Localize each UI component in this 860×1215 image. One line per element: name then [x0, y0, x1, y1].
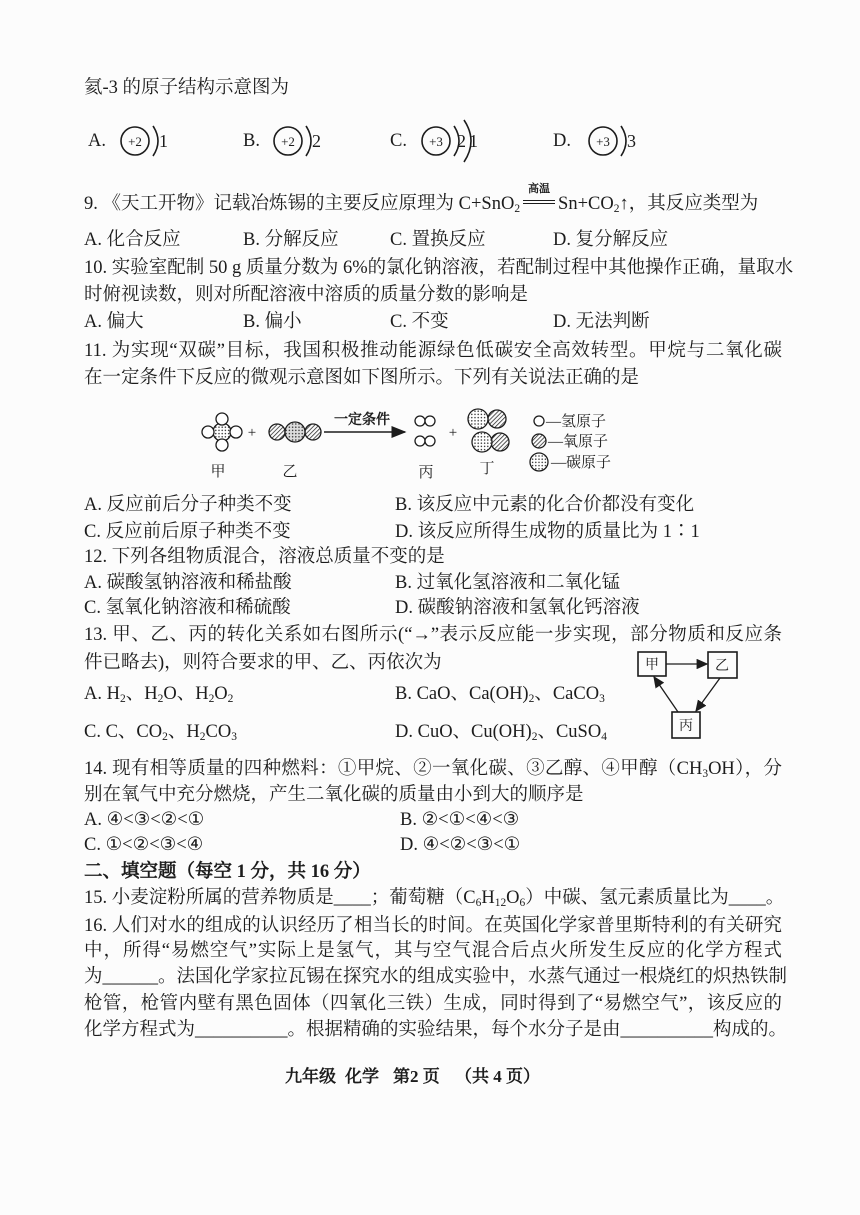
- text-run: 、H: [167, 722, 200, 742]
- nucleus-charge: +2: [128, 134, 142, 149]
- question-16-line-4: 枪管，枪管内壁有黑色固体（四氧化三铁）生成，同时得到了“易燃空气”，该反应的: [84, 994, 782, 1014]
- question-9-option-c: C. 置换反应: [390, 230, 486, 250]
- atom-structure-diagram-b: [269, 116, 339, 166]
- question-12-option-b: B. 过氧化氢溶液和二氧化锰: [395, 573, 621, 593]
- atom-structure-diagram-d: [584, 116, 654, 166]
- text-run: A. H: [84, 684, 120, 704]
- label-bing: 丙: [418, 465, 434, 481]
- oxygen-atom: [491, 433, 509, 451]
- text-run: H: [481, 888, 495, 908]
- reaction-condition-text: 高温: [528, 183, 551, 195]
- subscript: 2: [514, 202, 521, 215]
- atom-structure-diagram-a: [116, 116, 186, 166]
- arrow-bing-to-jia: [654, 677, 678, 712]
- text-run: B. CaO、Ca(OH): [395, 684, 529, 704]
- text-run: O、H: [163, 684, 209, 704]
- footer-total-pages: （共 4 页）: [455, 1067, 540, 1086]
- box-yi-label: 乙: [715, 659, 729, 674]
- atom-structure-diagram-c: [417, 116, 487, 166]
- question-11-line-1: 11. 为实现“双碳”目标，我国积极推动能源绿色低碳安全高效转型。甲烷与二氧化碳: [84, 341, 782, 361]
- question-10-option-a: A. 偏大: [84, 312, 144, 332]
- question-11-option-c: C. 反应前后原子种类不变: [84, 522, 291, 542]
- question-13-option-c: [84, 722, 237, 742]
- hydrogen-atom: [230, 426, 242, 438]
- footer-grade: 九年级: [285, 1067, 336, 1086]
- electron-shell-arc: [306, 126, 311, 156]
- question-13-option-d: [395, 722, 607, 742]
- subscript: 2: [531, 730, 538, 743]
- question-10-line-2: 时俯视读数，则对所配溶液中溶质的质量分数的影响是: [84, 285, 529, 305]
- question-10-line-1: 10. 实验室配制 50 g 质量分数为 6%的氯化钠溶液，若配制过程中其他操作正确，量取水: [84, 258, 794, 278]
- text-run: O: [214, 684, 228, 704]
- text-run: 9. 《天工开物》记载冶炼锡的主要反应原理为 C+SnO: [84, 194, 515, 214]
- subscript: 4: [601, 730, 607, 743]
- box-bing-label: 丙: [679, 719, 693, 734]
- hydrogen-atom: [425, 416, 435, 426]
- electron-count: 2: [457, 131, 466, 151]
- text-run: O: [506, 888, 520, 908]
- hydrogen-molecules: [415, 416, 435, 446]
- question-12-option-d: D. 碳酸钠溶液和氢氧化钙溶液: [395, 598, 640, 618]
- oxygen-legend-label: —氧原子: [548, 434, 609, 450]
- text-run: ↑，其反应类型为: [619, 194, 759, 214]
- subscript: 3: [231, 730, 237, 743]
- hydrogen-atom: [425, 436, 435, 446]
- electron-count: 1: [469, 131, 478, 151]
- question-12-option-c: C. 氢氧化钠溶液和稀硫酸: [84, 598, 291, 618]
- plus-sign: +: [247, 425, 257, 441]
- carbon-atom-shading: [468, 409, 488, 429]
- text-run: 、CaCO: [534, 684, 600, 704]
- oxygen-legend-swatch: [532, 434, 546, 448]
- question-9-option-d: D. 复分解反应: [553, 230, 669, 250]
- question-16-line-2: 中，所得“易燃空气”实际上是氢气，其与空气混合后点火所发生反应的化学方程式: [84, 941, 782, 961]
- question-15-line: [84, 888, 785, 909]
- electron-count: 1: [159, 131, 168, 151]
- electron-shell-arc: [153, 126, 158, 156]
- question-10-option-d: D. 无法判断: [553, 312, 650, 332]
- subscript: 12: [494, 896, 507, 909]
- text-run: Sn+CO: [558, 194, 614, 214]
- text-run: 、H: [125, 684, 158, 704]
- question-14-option-d: D. ④<②<③<①: [400, 835, 521, 855]
- text-run: 、CuSO: [537, 722, 602, 742]
- question-13-option-b: [395, 684, 605, 704]
- oxygen-atom: [488, 410, 506, 428]
- plus-sign: +: [448, 425, 458, 441]
- question-16-line-1: 16. 人们对水的组成的认识经历了相当长的时间。在英国化学家普里斯特利的有关研究: [84, 916, 782, 936]
- text-run: 15. 小麦淀粉所属的营养物质是____；葡萄糖（C: [84, 888, 476, 908]
- question-13-line-1: 13. 甲、乙、丙的转化关系如右图所示(“→”表示反应能一步实现，部分物质和反应条: [84, 625, 782, 645]
- question-10-option-b: B. 偏小: [243, 312, 302, 332]
- question-9-stem: [84, 183, 759, 215]
- footer-subject: 化学: [345, 1067, 379, 1086]
- question-11-line-2: 在一定条件下反应的微观示意图如下图所示。下列有关说法正确的是: [84, 368, 640, 388]
- electron-count: 2: [312, 131, 321, 151]
- nucleus-charge: +3: [596, 134, 610, 149]
- subscript: 2: [157, 692, 164, 705]
- question-10-option-c: C. 不变: [390, 312, 449, 332]
- reaction-micro-diagram: [195, 400, 625, 482]
- question-9-option-a: A. 化合反应: [84, 230, 181, 250]
- carbon-dioxide-molecule: [269, 422, 321, 442]
- hydrogen-atom: [415, 416, 425, 426]
- carbon-legend-swatch-shading: [530, 453, 548, 471]
- text-run: OH），分: [708, 759, 782, 779]
- question-13-option-a: [84, 684, 233, 704]
- question-14-option-b: B. ②<①<④<③: [400, 810, 520, 830]
- subscript: 2: [613, 202, 620, 215]
- subscript: 2: [208, 692, 215, 705]
- text-run: 14. 现有相等质量的四种燃料：①甲烷、②一氧化碳、③乙醇、④甲醇（CH: [84, 759, 703, 779]
- methane-molecule: [202, 413, 242, 451]
- oxygen-atom: [269, 424, 285, 440]
- question-13-line-2: 件已略去)，则符合要求的甲、乙、丙依次为: [84, 653, 442, 673]
- nucleus-charge: +3: [429, 134, 443, 149]
- reaction-condition-text: 一定条件: [334, 413, 390, 428]
- conversion-relation-diagram: [630, 645, 750, 745]
- subscript: 2: [162, 730, 168, 743]
- electron-shell-arc: [621, 126, 626, 156]
- hydrogen-legend-label: —氢原子: [546, 414, 607, 430]
- question-11-option-b: B. 该反应中元素的化合价都没有变化: [395, 495, 695, 515]
- text-run: D. CuO、Cu(OH): [395, 722, 532, 742]
- subscript: 2: [199, 730, 206, 743]
- text-run: C. C、CO: [84, 722, 163, 742]
- reaction-condition-sign: [522, 183, 556, 209]
- question-14-option-a: A. ④<③<②<①: [84, 810, 205, 830]
- subscript: 6: [519, 896, 526, 909]
- subscript: 2: [227, 692, 234, 705]
- option-letter-c: C.: [390, 131, 407, 151]
- nucleus-charge: +2: [281, 134, 295, 149]
- atom-legend: [530, 413, 611, 471]
- label-jia: 甲: [210, 464, 226, 480]
- electron-count: 3: [627, 131, 636, 151]
- hydrogen-atom: [216, 439, 228, 451]
- subscript: 3: [599, 692, 605, 705]
- carbon-legend-label: —碳原子: [551, 455, 612, 471]
- box-jia-label: 甲: [645, 658, 659, 673]
- carbon-atom-shading: [472, 432, 492, 452]
- carbon-monoxide-molecules: [468, 409, 509, 452]
- arrow-yi-to-bing: [696, 678, 720, 711]
- option-letter-a: A.: [88, 131, 106, 151]
- question-16-line-5: 化学方程式为__________。根据精确的实验结果，每个水分子是由__________构成的。: [84, 1020, 788, 1040]
- question-8-stem: 氦-3 的原子结构示意图为: [84, 78, 290, 98]
- label-yi: 乙: [282, 464, 298, 480]
- subscript: 6: [475, 896, 482, 909]
- option-letter-d: D.: [553, 131, 571, 151]
- subscript: 3: [702, 767, 709, 780]
- subscript: 2: [119, 692, 126, 705]
- footer-page-number: 第2 页: [393, 1067, 440, 1086]
- oxygen-atom: [305, 424, 321, 440]
- question-9-option-b: B. 分解反应: [243, 230, 339, 250]
- equals-sign: [523, 200, 555, 204]
- hydrogen-atom: [216, 413, 228, 425]
- carbon-atom-shading: [213, 423, 231, 441]
- question-14-line-2: 别在氧气中充分燃烧，产生二氧化碳的质量由小到大的顺序是: [84, 785, 584, 805]
- question-14-line-1: [84, 759, 782, 779]
- question-16-line-3: 为______。法国化学家拉瓦锡在探究水的组成实验中，水蒸气通过一根烧红的炽热铁制: [84, 967, 788, 987]
- option-letter-b: B.: [243, 131, 260, 151]
- text-run: ）中碳、氢元素质量比为____。: [525, 888, 785, 908]
- question-12-option-a: A. 碳酸氢钠溶液和稀盐酸: [84, 573, 292, 593]
- question-11-option-d: D. 该反应所得生成物的质量比为 1∶1: [395, 522, 700, 542]
- subscript: 2: [528, 692, 535, 705]
- text-run: CO: [205, 722, 232, 742]
- hydrogen-atom: [415, 436, 425, 446]
- carbon-atom-shading: [285, 422, 305, 442]
- hydrogen-legend-swatch: [534, 416, 544, 426]
- question-11-option-a: A. 反应前后分子种类不变: [84, 495, 292, 515]
- section-2-title: 二、填空题（每空 1 分，共 16 分）: [84, 862, 371, 882]
- label-ding: 丁: [479, 461, 495, 477]
- question-14-option-c: C. ①<②<③<④: [84, 835, 204, 855]
- hydrogen-atom: [202, 426, 214, 438]
- question-12-stem: 12. 下列各组物质混合，溶液总质量不变的是: [84, 547, 445, 567]
